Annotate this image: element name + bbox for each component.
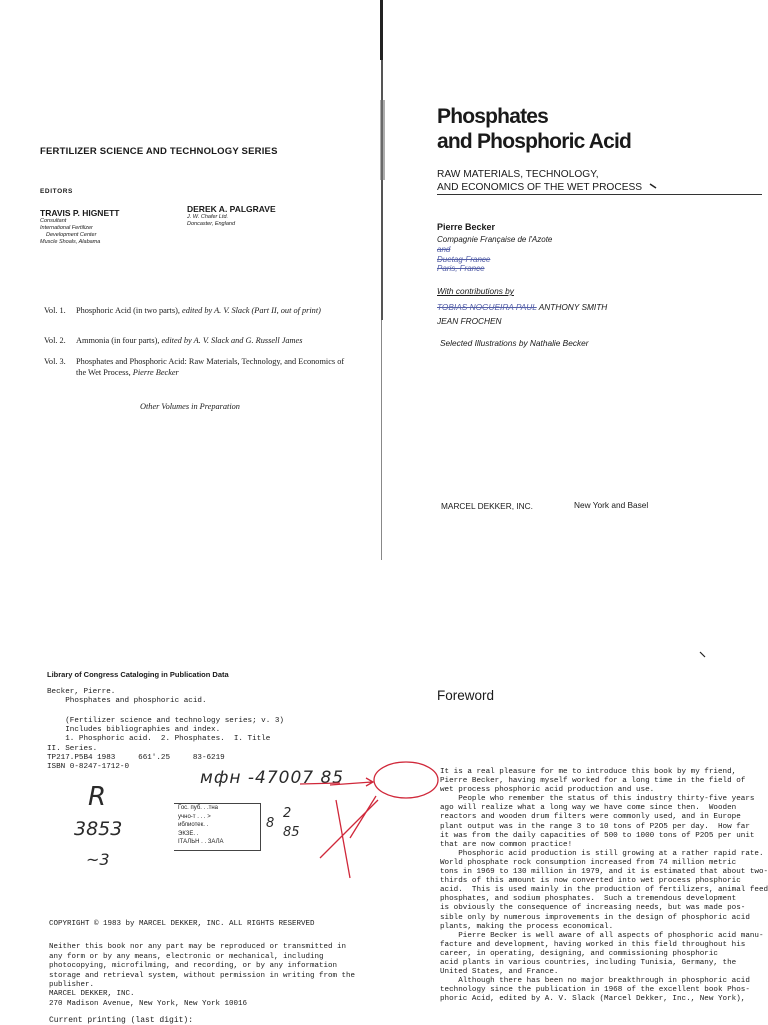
red-pointer [350,796,376,838]
volume-number: Vol. 2. [44,336,66,345]
library-stamp [174,803,261,851]
title-line: Phosphates [437,105,549,128]
stamp-line: ІТАЛЬН . . ЗАЛА [178,839,224,845]
handwritten-number: 3853 [74,818,123,840]
handwritten-fraction-top: 2 [283,806,292,821]
editor-block-2 [187,204,317,228]
address-line: 270 Madison Avenue, New York, New York 10016 [49,999,248,1008]
volume-text: Ammonia (in four parts), [76,336,162,345]
handwritten-code: мфн -47007 85 [200,768,345,788]
editor-affiliation-line: International Fertilizer [40,225,93,231]
book-gutter [378,0,388,1024]
volume-entry [44,336,356,347]
editor-block-1 [40,208,170,246]
editor-affiliation-line: Development Center [46,232,97,238]
editor-affiliation-line: Doncaster, England [187,221,236,227]
book-subtitle [437,168,642,194]
volume-entry [44,357,356,378]
stamp-line: иблиотек. . [178,822,209,828]
author-affiliation-line: and [437,245,451,254]
editor-name: DEREK A. PALGRAVE [187,204,276,214]
foreword-heading: Foreword [437,688,495,703]
foreword-paragraph: Pierre Becker is well aware of all aspects of phosphoric acid manu- facture and development, having worked in this field throughout his career, in operating, designing, and commissioning phosphoric acid plants in various countries, including Tunisia, Germany, the United States, and France. [440,931,764,977]
volume-credit: edited by A. V. Slack and G. Russell James [161,336,303,345]
author-name: Pierre Becker [437,222,496,232]
volume-credit: Pierre Becker [132,367,179,377]
volume-text: Phosphates and Phosphoric Acid: Raw Materials, Technology, and Economics of the Wet Process, [76,357,345,377]
subtitle-line: RAW MATERIALS, TECHNOLOGY, [437,169,599,180]
publisher-address [49,990,247,1009]
author-affiliation-line: Duetag-France [437,255,491,264]
rights-notice: Neither this book nor any part may be reproduced or transmitted in any form or by any means, electronic or mechanical, including photocopying, microfilming, and recording, or by any information storage and retrieval system, without permission in writing from the publisher. [49,943,356,989]
foreword-body [440,768,768,1004]
contributions-label: With contributions by [437,286,514,296]
foreword-paragraph: It is a real pleasure for me to introduce this book by my friend, Pierre Becker, having myself worked for a long time in the field of wet process phosphoric acid production and use. [440,768,746,795]
author-affiliation-line: Paris, France [437,264,485,273]
volume-credit: edited by A. V. Slack (Part II, out of print) [182,306,321,315]
copyright-notice: COPYRIGHT © 1983 by MARCEL DEKKER, INC. ALL RIGHTS RESERVED [49,920,315,928]
contributor-name: ANTHONY SMITH [536,302,608,312]
subtitle-line: AND ECONOMICS OF THE WET PROCESS [437,182,643,193]
volume-number: Vol. 3. [44,357,66,366]
other-volumes-note: Other Volumes in Preparation [140,402,240,411]
editor-affiliation-line: Muscle Shoals, Alabama [40,239,101,245]
contributors-line [437,302,607,312]
foreword-paragraph: Phosphoric acid production is still growing at a rather rapid rate. World phosphate rock consumption increased from 74 million metric tons in 1969 to 130 million in 1979, and it is estimated that about two- thirds of this amount is now converted into wet process phosphoric acid. This is used mainly in the production of fertilizers, animal feed phosphates, and sodium phosphates. Such a tremendous development is obviously the consequence of increasing needs, but was made pos- sible only by numerous improvements in the design of phosphoric acid plants, making the process economical. [440,849,768,931]
illustrations-credit: Selected Illustrations by Nathalie Becker [440,338,589,348]
struck-contributor: TOBIAS NOGUEIRA PAUL [437,302,537,312]
volume-text: Phosphoric Acid (in two parts), [76,306,183,315]
publisher-name: MARCEL DEKKER, INC. [441,501,533,511]
editor-name: TRAVIS P. HIGNETT [40,208,120,218]
cip-heading: Library of Congress Cataloging in Publication Data [47,670,229,679]
handwritten-letter: R [88,782,107,812]
stamp-line: ЭКЗЕ. . [178,830,199,837]
handwritten-fraction-mid: 8 [266,816,275,831]
editors-label: EDITORS [40,188,73,195]
handwritten-fraction-bottom: 85 [283,825,300,840]
volume-entry [44,306,356,317]
foreword-paragraph: People who remember the status of this industry thirty-five years ago will realize what a long way we have come since then. Wooden reactors and wooden drum filters were commonly used, and in Europe plant output was in the range 3 to 10 tons of P2O5 per day. How far it was from the daily capacities of 500 to 1000 tons of P2O5 per unit that are now common practice! [440,795,755,849]
series-title: FERTILIZER SCIENCE AND TECHNOLOGY SERIES [40,146,278,157]
subtitle-rule [437,194,762,195]
volume-number: Vol. 1. [44,306,66,315]
cip-details: (Fertilizer science and technology series; v. 3) Includes bibliographies and index. 1. Phosphoric acid. 2. Phosphates. I. Title II. Series. TP217.P5B4 1983 661'.25 83-6219 ISBN 0-8247-1712-0 [47,717,284,772]
title-line: and Phosphoric Acid [437,130,632,153]
editor-affiliation-line: Consultant [40,218,67,224]
author-affiliation-line: Compagnie Française de l'Azote [437,235,553,244]
editor-affiliation-line: J. W. Chafer Ltd. [187,214,229,220]
address-line: MARCEL DEKKER, INC. [49,990,135,998]
cip-entry: Becker, Pierre. Phosphates and phosphoric acid. [47,688,207,706]
red-cross [320,800,378,878]
printing-line: Current printing (last digit): [49,1016,194,1025]
contributor-name: JEAN FROCHEN [437,316,502,326]
handwritten-note: ~3 [86,850,110,869]
stamp-line: Гос. пуб. . .тна [178,805,219,811]
foreword-paragraph: Although there has been no major breakthrough in phosphoric acid technology since the publication in 1968 of the excellent book Phos- phoric Acid, edited by A. V. Slack (Marcel Dekker, Inc., New York), [440,977,750,1004]
stamp-line: учно-т . . . > [178,813,211,820]
book-title [437,104,631,154]
publisher-city: New York and Basel [574,500,649,510]
